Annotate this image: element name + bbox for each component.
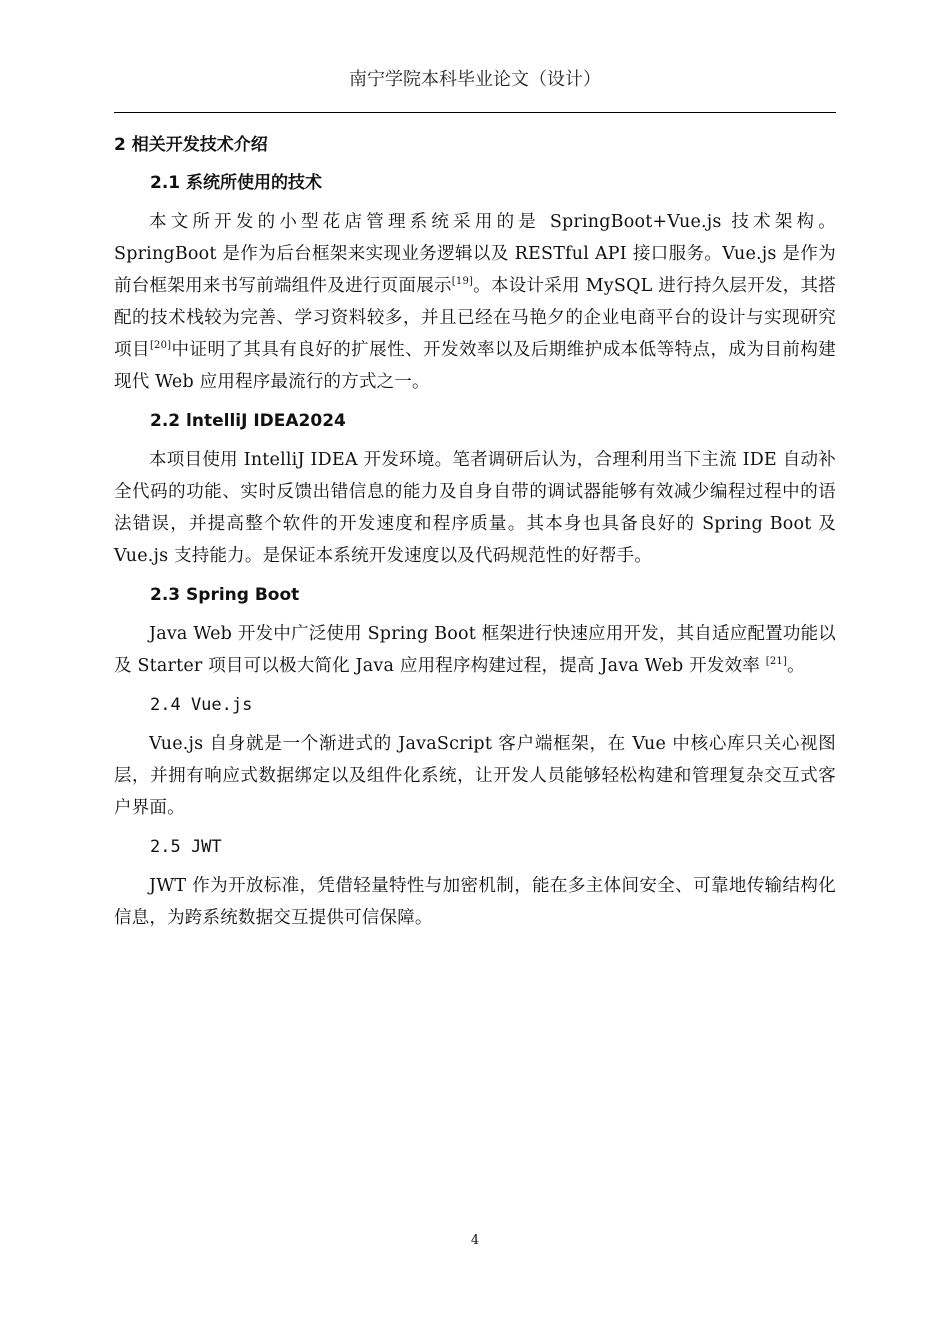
section-heading-2-5: 2.5 JWT: [150, 837, 222, 857]
paragraph-text: Java Web 开发中广泛使用 Spring Boot 框架进行快速应用开发，其自适应配置功能以及 Starter 项目可以极大简化 Java 应用程序构建过程，提高 Java Web 开发效率: [114, 624, 836, 676]
paragraph-text: 本文所开发的小型花店管理系统采用的是 SpringBoot+Vue.js 技术架构。SpringBoot 是作为后台框架来实现业务逻辑以及 RESTful API 接口服务。Vue.js 是作为前台框架用来书写前端组件及进行页面展示: [114, 212, 836, 296]
citation-20: [20]: [149, 340, 172, 352]
paragraph-text: 中证明了其具有良好的扩展性、开发效率以及后期维护成本低等特点，成为目前构建现代 Web 应用程序最流行的方式之一。: [114, 340, 836, 392]
section-paragraph-2-4: Vue.js 自身就是一个渐进式的 JavaScript 客户端框架，在 Vue 中核心库只关心视图层，并拥有响应式数据绑定以及组件化系统，让开发人员能够轻松构建和管理复杂交互式客户界面。: [114, 734, 836, 818]
section-paragraph-2-1: [114, 206, 836, 398]
paragraph-text: 。本设计采用 MySQL 进行持久层开发，其搭配的技术栈较为完善、学习资料较多，并且已经在马艳夕的企业电商平台的设计与实现研究项目: [114, 276, 836, 360]
section-paragraph-2-5: JWT 作为开放标准，凭借轻量特性与加密机制，能在多主体间安全、可靠地传输结构化信息，为跨系统数据交互提供可信保障。: [114, 876, 836, 928]
section-heading-2-3: 2.3 Spring Boot: [150, 585, 300, 605]
section-paragraph-2-2: 本项目使用 IntelliJ IDEA 开发环境。笔者调研后认为，合理利用当下主流 IDE 自动补全代码的功能、实时反馈出错信息的能力及自身自带的调试器能够有效减少编程过程中的语法错误，并提高整个软件的开发速度和程序质量。其本身也具备良好的 Spring Boot 及 Vue.js 支持能力。是保证本系统开发速度以及代码规范性的好帮手。: [114, 450, 836, 566]
header-divider: [114, 112, 836, 113]
citation-19: [19]: [451, 276, 474, 288]
section-paragraph-2-3: [114, 618, 836, 682]
section-heading-2-1: 2.1 系统所使用的技术: [150, 173, 323, 193]
page-header: 南宁学院本科毕业论文（设计）: [349, 69, 601, 90]
chapter-title: 2 相关开发技术介绍: [114, 135, 268, 155]
page-number: 4: [470, 1233, 480, 1248]
document-body: [114, 128, 836, 944]
section-heading-2-2: 2.2 lntelliJ IDEA2024: [150, 411, 346, 431]
paragraph-text: 。: [787, 656, 805, 676]
citation-21: [21]: [765, 656, 788, 668]
section-heading-2-4: 2.4 Vue.js: [150, 695, 253, 715]
